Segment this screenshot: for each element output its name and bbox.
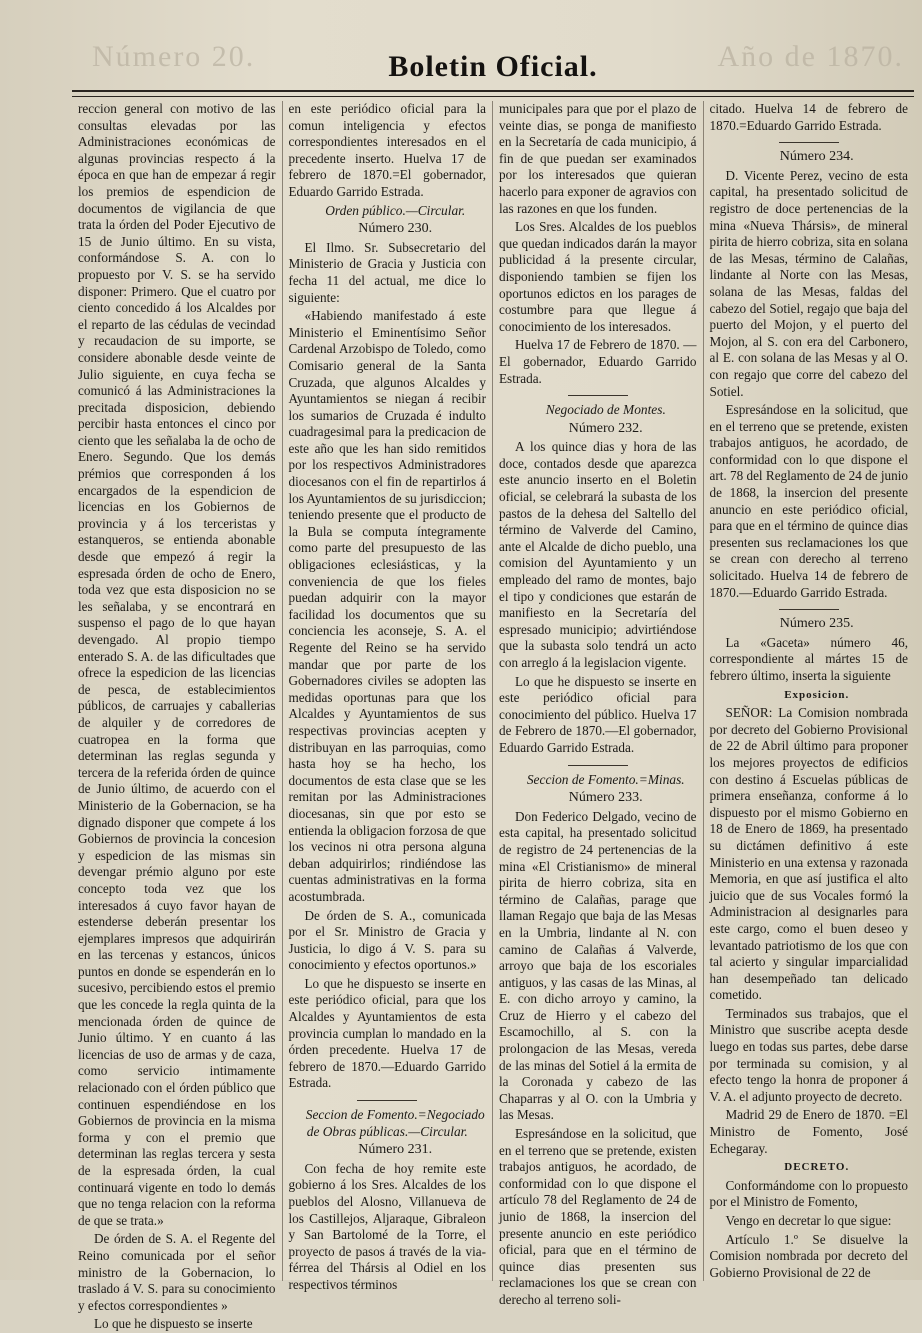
column-2 bbox=[283, 101, 494, 1292]
column-1 bbox=[72, 101, 283, 1332]
masthead bbox=[72, 0, 914, 90]
paragraph: Vengo en decretar lo que sigue: bbox=[725, 1213, 892, 1228]
paragraph: Lo que he dispuesto se inserte en este periódico oficial, para que los Alcaldes y Ayuntamientos de esta provincia cumplan lo mandado en la órden precedente. Huelva 17 de febrero de 1870.—Eduardo Garrido Estrada. bbox=[288, 975, 486, 1091]
columns bbox=[72, 101, 914, 1332]
paragraph: Artículo 1.º Se disuelve la Comision nombrada por decreto del Gobierno Provisional de 22 de bbox=[709, 1231, 908, 1280]
column-4 bbox=[704, 101, 915, 1281]
paragraph: De órden de S. A. el Regente del Reino comunicada por el señor ministro de la Gobernacion, lo traslado á V. S. para su conocimiento y efectos correspondientes » bbox=[78, 1231, 276, 1313]
notice-number: Número 235. bbox=[779, 616, 854, 632]
notice-number: Número 233. bbox=[568, 790, 643, 806]
paragraph: SEÑOR: La Comision nombrada por decreto del Gobierno Provisional de 22 de Abril último para proponer los mejores proyectos de edificios con destino á Escuelas públicas de primera enseñanza, conforme á lo dispuesto por el mismo Gobierno en 18 de Enero de 1869, ha presentado su dictámen definitivo á este Ministerio en una extensa y razonada Memoria, en que así justifica el alto juicio que de sus Vocales formó la Administracion al designarles para este cargo, como el buen deseo y levantado patriotismo de los que con tal acierto y singular imparcialidad han desempeñado tan delicado cometido. bbox=[709, 705, 908, 1003]
paragraph: El Ilmo. Sr. Subsecretario del Ministerio de Gracia y Justicia con fecha 11 del actual, me dice lo siguiente: bbox=[288, 239, 486, 305]
subheading-decreto: DECRETO. bbox=[784, 1161, 850, 1174]
paragraph: «Habiendo manifestado á este Ministerio el Eminentísimo Señor Cardenal Arzobispo de Toledo, como Comisario general de la Santa Cruzada, que algunos Alcaldes y Ayuntamientos se niegan á recibir los sumarios de Cruzada é indulto cuadragesimal para la predicacion de este año que les han sido remitidos por los respectivos Administradores diocesanos con el fin de repartirlos á los Ayuntamientos de su jurisdiccion; teniendo presente que el producto de la Bula se computa íntegramente como parte del presupuesto de las obligaciones eclesiásticas, y la conveniencia de que los fieles puedan adquirir con la mayor facilidad los documentos que su conciencia les aconseje, S. A. el Regente del Reino se ha servido mandar que por parte de los Gobernadores civiles se adopten las medidas oportunas para que los Alcaldes y Ayuntamientos de sus respectivas provincias acepten y distribuyan en las parroquias, como hasta hoy se ha hecho, los documentos de esta clase que se les remitan por las Administraciones diocesanas, sin que por esto se entienda la obligacion forzosa de que los vecinos ni otra persona alguna deban adquirirlos; rindiéndose las cuentas administrativas en la forma acostumbrada. bbox=[288, 308, 486, 904]
paragraph: Madrid 29 de Enero de 1870. =El Ministro de Fomento, José Echegaray. bbox=[709, 1107, 908, 1156]
masthead-title: Boletin Oficial. bbox=[388, 50, 598, 83]
paragraph: Don Federico Delgado, vecino de esta capital, ha presentado solicitud de registro de 24 pertenencias de la mina «El Cristianismo» de mineral pirita de hierro cobriza, sita en término de Calañas, parage que llaman Regajo que baja de las Mesas en la Umbria, lindante al N. con camino de Calañas á Valverde, arroyo que baja de los escoriales antiguos, y las casas de las Minas, al E. con dicho arroyo y camino, la Cruz de Hierro y el cabezo del Escamochillo, al S. con la prolongacion de las Mesas, vereda de las minas del Sotiel á la ermita de la Coronada y cabezo de las Chaparras y al O. con la Umbria y las Mesas. bbox=[499, 808, 697, 1123]
section-heading: Seccion de Fomento.=Negociado de Obras públicas.—Circular. bbox=[305, 1107, 485, 1139]
divider bbox=[779, 142, 839, 143]
paragraph: Los Sres. Alcaldes de los pueblos que quedan indicados darán la mayor publicidad á la presente circular, disponiendo tambien se fijen los oportunos edictos en los parages de costumbre para que llegue á conocimiento de los interesados. bbox=[499, 219, 697, 334]
paragraph: Terminados sus trabajos, que el Ministro que suscribe acepta desde luego en todas sus partes, debe darse por terminada su comision, y al efecto tengo la honra de proponer á V. A. el adjunto proyecto de decreto. bbox=[709, 1005, 908, 1104]
notice-number: Número 230. bbox=[358, 221, 433, 237]
section-heading: Negociado de Montes. bbox=[545, 402, 666, 418]
notice-number: Número 234. bbox=[779, 149, 854, 165]
divider bbox=[357, 1100, 417, 1101]
notice-number: Número 232. bbox=[568, 420, 643, 436]
paragraph: De órden de S. A., comunicada por el Sr. Ministro de Gracia y Justicia, lo digo á V. S. para su conocimiento y efectos oportunos.» bbox=[288, 907, 486, 973]
paragraph: municipales para que por el plazo de veinte dias, se ponga de manifiesto en la Secretaría de cada municipio, á fin de que puedan ser examinados por los interesados que quieran hacerlo para exponer de agravios con las razones en que los funden. bbox=[499, 101, 697, 216]
paragraph: Espresándose en la solicitud, que en el terreno que se pretende, existen trabajos antiguos, he acordado, de conformidad con lo que dispone el artículo 78 del Reglamento de 24 de junio de 1868, la insercion del presente anuncio en este periódico oficial, para que en el término de quince dias presenten sus reclamaciones los que se crean con derecho al terreno soli- bbox=[499, 1126, 697, 1307]
divider bbox=[568, 395, 628, 396]
divider bbox=[568, 765, 628, 766]
paragraph: Lo que he dispuesto se inserte en este periódico oficial para conocimiento del público. Huelva 17 de Febrero de 1870.—El gobernador, Eduardo Garrido Estrada. bbox=[499, 673, 697, 755]
masthead-rule bbox=[72, 90, 914, 97]
divider bbox=[779, 609, 839, 610]
paragraph: La «Gaceta» número 46, correspondiente al mártes 15 de febrero último, inserta la siguiente bbox=[709, 634, 908, 683]
bleed-through-right: Año de 1870. bbox=[717, 40, 904, 73]
paragraph: Conformándome con lo propuesto por el Ministro de Fomento, bbox=[709, 1177, 908, 1210]
section-heading: Seccion de Fomento.=Minas. bbox=[526, 771, 685, 787]
paragraph: reccion general con motivo de las consultas elevadas por las Administraciones económicas de algunas provincias respecto á la época en que han de empezar á regir los premios de espendicion de documentos de vigilancia de que trata la órden del Poder Ejecutivo de 15 de Junio último. En su vista, conformándose S. A. con lo propuesto por V. S. se ha servido disponer: Primero. Que el cuatro por ciento concedido á los Alcaldes por el reparto de las cédulas de vecindad y recaudacion de su importe, se considere abonable desde veinte de Julio siguiente, en cuya fecha se comunicó á las Administraciones la precitada disposicion, debiendo percibir hasta entonces el cinco por ciento que les señalaba la de ocho de Enero. Segundo. Que los demás prémios que corresponden á los encargados de la espendicion de licencias en los Gobiernos de provincia y á los terceristas y estanqueros, se entienda abonable desde que empezó á regir la espresada órden de ocho de Enero, toda vez que esta disposicion no se les señalaba, y se encontrará en suspenso el pago de lo que hayan devengado. Al propio tiempo enterado S. A. de las dificultades que ofrece la espedicion de las licencias de pesca, de establecimientos públicos, de carruajes y caballerias de alquiler y de corredores de cuatropea en la forma que determinan las reglas segunda y tercera de la referida órden de quince de Junio último, de acuerdo con el Ministerio de la Gobernacion, se ha dignado disponer que compete á los Gobiernos de provincia la concesion y espedicion de las mismas sin devengar prémio alguno por este concepto toda vez que los interesados á cuyo favor hayan de estenderse deberán presentar los ejemplares impresos que adquirirán en las tercenas y estancos, únicos puntos en donde se espenderán en lo sucesivo, percibiendo estos el premio que les concede la regla quinta de la mencionada órden de quince de Junio último. Y en cuanto á las licencias de uso de armas y de caza, como servicio intimamente relacionado con el órden público que continuen espendiéndose en los Gobiernos de provincia en la misma forma y con el premio que determinan las reglas tercera y sesta de la espresada órden, la cual continuará vigente en todo lo demás que no tenga relacion con la reforma de que se trata.» bbox=[78, 101, 276, 1228]
paragraph: D. Vicente Perez, vecino de esta capital, ha presentado solicitud de registro de doce pertenencias de la mina «Nueva Thársis», de mineral pirita de hierro cobriza, sita en solana de las Mesas, término de Calañas, lindante al Norte con las Mesas, solana de las Mesas, faldas del cabezo del Sotiel, regajo que baja del puerto del Mojon, y el puerto del Mojon, al S. con era del Carbonero, al E. con solana de las Mesas y al O. con regajo que corre del cabezo del Sotiel. bbox=[709, 167, 908, 399]
section-heading: Orden público.—Circular. bbox=[325, 202, 466, 218]
paragraph: citado. Huelva 14 de febrero de 1870.=Eduardo Garrido Estrada. bbox=[709, 101, 908, 133]
paragraph: Espresándose en la solicitud, que en el terreno que se pretende, existen trabajos antiguos, he acordado, de conformidad con lo que dispone el art. 78 del Reglamento de 24 de junio de 1868, la insercion del presente anuncio en este periódico oficial, para que en el término de quince dias presenten sus reclamaciones los que se crean con derecho al terreno solicitado. Huelva 14 de febrero de 1870.—Eduardo Garrido Estrada. bbox=[709, 402, 908, 600]
bleed-through-left: Número 20. bbox=[92, 40, 256, 73]
notice-number: Número 231. bbox=[358, 1142, 433, 1158]
paragraph: en este periódico oficial para la comun inteligencia y efectos correspondientes interesados en el precedente inserto. Huelva 17 de febrero de 1870.=El gobernador, Eduardo Garrido Estrada. bbox=[288, 101, 486, 199]
paragraph: Lo que he dispuesto se inserte bbox=[94, 1316, 253, 1332]
column-3 bbox=[493, 101, 704, 1307]
paragraph: A los quince dias y hora de las doce, contados desde que aparezca este anuncio inserto en el Boletin oficial, se celebrará la subasta de los pastos de la dehesa del Saltello del término de Valverde del Camino, ante el Alcalde de dicho pueblo, una comision del Ayuntamiento y un empleado del ramo de montes, bajo el tipo y condiciones que estarán de manifiesto en la Secretaría del espresado municipio; advirtiéndose que la subasta solo tendrá un acto con arreglo á la legislacion vigente. bbox=[499, 439, 697, 670]
paragraph: Con fecha de hoy remite este gobierno á los Sres. Alcaldes de los pueblos del Alosno, Villanueva de los Castillejos, Aljaraque, Gibraleon y San Bartolomé de la Torre, el proyecto de pasos á través de la via-férrea del Thársis al Odiel en los respectivos términos bbox=[288, 1160, 486, 1292]
paragraph: Huelva 17 de Febrero de 1870. —El gobernador, Eduardo Garrido Estrada. bbox=[499, 337, 697, 386]
subheading-exposicion: Exposicion. bbox=[784, 688, 850, 701]
